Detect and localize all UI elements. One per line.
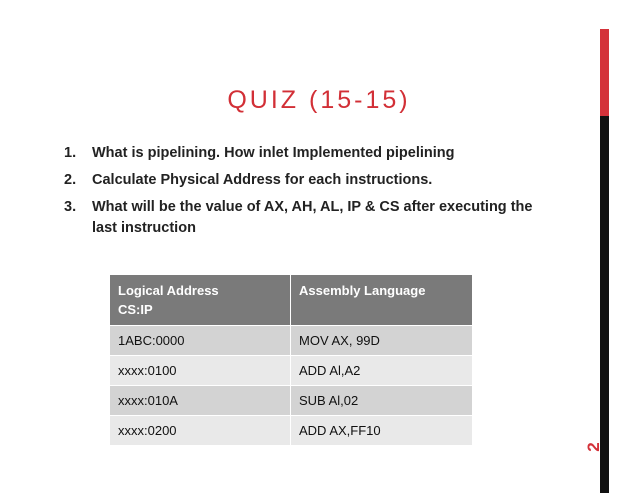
header-assembly-language: Assembly Language [291, 275, 473, 326]
cell-instruction: ADD Al,A2 [291, 356, 473, 386]
page-number: 2 [584, 442, 603, 452]
header-logical-address [110, 275, 291, 326]
table-row [110, 326, 473, 356]
address-table [109, 274, 473, 446]
question-number: 3. [64, 199, 77, 215]
cell-instruction: ADD AX,FF10 [291, 416, 473, 446]
cell-address: xxxx:0100 [110, 356, 291, 386]
table-row [110, 356, 473, 386]
cell-instruction: SUB Al,02 [291, 386, 473, 416]
accent-bar-red [600, 29, 609, 116]
cell-instruction: MOV AX, 99D [291, 326, 473, 356]
question-list [64, 143, 534, 245]
question-text: What is pipelining. How inlet Implemented pipelining [92, 145, 455, 161]
table-row [110, 386, 473, 416]
question-number: 1. [64, 145, 77, 161]
cell-address: 1ABC:0000 [110, 326, 291, 356]
question-text: Calculate Physical Address for each instructions. [92, 172, 433, 188]
header-logical-line2: CS:IP [118, 302, 153, 317]
question-item [64, 143, 534, 164]
question-text: What will be the value of AX, AH, AL, IP & CS after executing the last instruction [92, 199, 533, 236]
question-item [64, 170, 534, 191]
table-header-row [110, 275, 473, 326]
table-row [110, 416, 473, 446]
question-item [64, 197, 534, 239]
header-logical-line1: Logical Address [118, 283, 219, 298]
cell-address: xxxx:010A [110, 386, 291, 416]
slide-title: QUIZ (15-15) [227, 86, 411, 114]
question-number: 2. [64, 172, 77, 188]
cell-address: xxxx:0200 [110, 416, 291, 446]
